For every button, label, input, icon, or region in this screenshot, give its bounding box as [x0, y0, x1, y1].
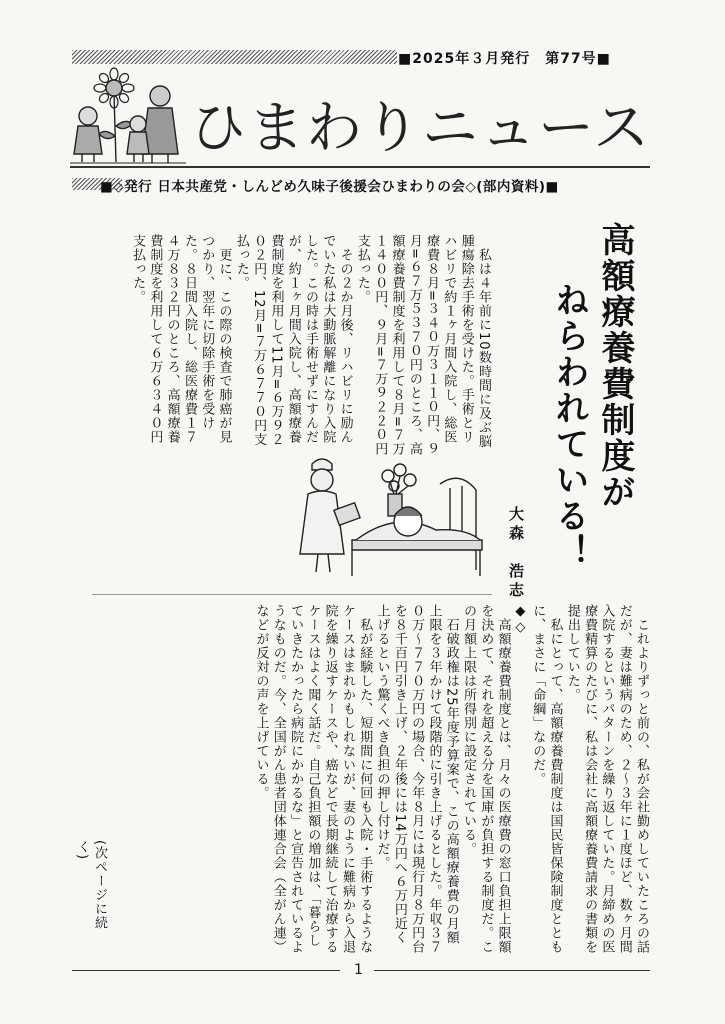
issue-info: ■2025年３月発行 第77号■ [398, 51, 611, 67]
article-upper-text: 私は４年前に10数時間に及ぶ脳腫瘍除去手術を受けた。手術とリハビリで約１ヶ月間入院し、総医療費８月=３４０万３１１０円、９月=６７万５３７０円のところ、高額療養費制度を利用して８月=７万１４００円、９月=７万９２２０円支払った。 その２か月後、リハビリに励んでいた私は大動脈解離になり入院した。この時は手術せずにすんだが、約１ヶ月間入院し、高額療養費制度を利用して11月=６万９２０２円、12月=７万６７７０円支払った。 更に、この際の検査で肺癌が見つかり、翌年に切除手術を受けた。８日間入院し、総医療費１７４万８３２円のところ、高額療養費制度を利用して６万６３４０円支払った。 [130, 234, 491, 456]
masthead-rule [70, 166, 650, 168]
article-author: 大森 浩志 [507, 506, 525, 601]
article-title-line2: ねらわれている！ [549, 282, 589, 570]
masthead-title: ひまわりニュース [190, 96, 652, 161]
footer-rule-right [374, 970, 650, 971]
section-divider [92, 594, 492, 595]
top-hatch-band [72, 50, 397, 64]
continued-note: (次ページに続く) [74, 840, 107, 931]
page-number: 1 [354, 962, 363, 978]
nurse-and-patient-illustration [290, 448, 486, 580]
article-lower-text: これよりずっと前の、私が会社勤めしていたころの話だが、妻は難病のため、２～３年に１度ほど、数ヶ月間入院するというパターンを繰り返していた。月締めの医療費精算のたびに、私は会社に高額療養費請求の書類を提出していた。 私にとって、高額療養費制度は国民皆保険制度とともに、まさに「命綱」なのだ。 ◆◇ 高額療養費制度とは、月々の医療費の窓口負担上限額を決めて、それを超える分を国庫が負担する制度だ。この月額上限は所得別に設定されている。 石破政権は25年度予算案で、この高額療養費の月額上限を３年かけて段階的に引き上げるとした。年収３７０万～７７０万円の場合、今年８月には現行月８万円台を８千百円引き上げ、２年後には14万円へ６万円近く上げるという驚くべき負担の押し付けだ。 私が経験した、短期間に何回も入院・手術するようなケースはまれかもしれないが、妻のように難病から入退院を繰り返すケースや、癌などで長期継続して治療するケースはよく聞く話だ。自己負担額の増加は、「暮らしていきたかったら病院にかかるな」と宣告されているようなものだ。今、全国がん患者団体連合会（全がん連）などが反対の声を上げている。 [253, 604, 649, 954]
article-title-line1: 高額療養費制度が [595, 222, 635, 510]
footer-rule-left [72, 970, 340, 971]
sunflower-children-illustration [68, 66, 188, 166]
publisher-line: ■◇発行 日本共産党・しんどめ久味子後援会ひまわりの会◇(部内資料)■ [100, 179, 559, 195]
